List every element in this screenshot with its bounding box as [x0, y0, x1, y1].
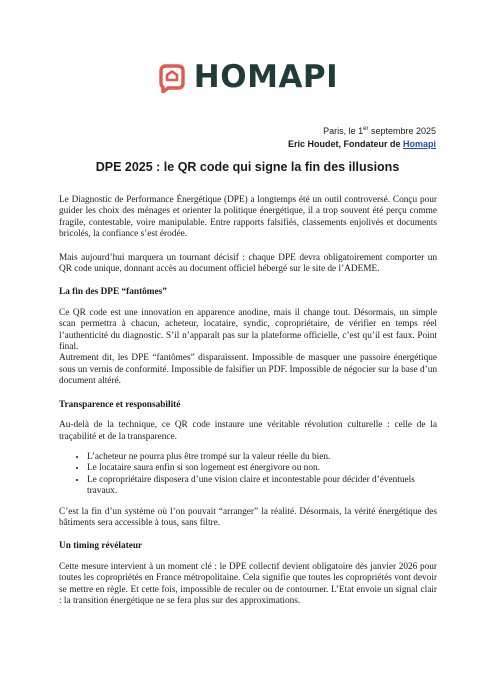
section-heading-timing: Un timing révélateur [59, 541, 143, 552]
author-name: Eric Houdet, Fondateur de [287, 139, 403, 149]
section1-paragraph-2: Autrement dit, les DPE “fantômes” disparaissent. Impossible de masquer une passoire énergétique sous un vernis de conformité. Impossible de falsifier un PDF. Impossible de négocier sur la base d’un document altéré. [59, 353, 437, 387]
section1-paragraph-1: Ce QR code est une innovation en apparence anodine, mais il change tout. Désormais, un simple scan permettra à chacun, acheteur, locataire, syndic, copropriétaire, de vérifier en temps réel l’authenticité du diagnostic. S’il n’apparaît pas sur la plateforme officielle, c’est qu’il est faux. Point final. [59, 307, 437, 353]
date-line [288, 123, 436, 138]
document-body [59, 195, 437, 607]
homapi-link[interactable]: Homapi [402, 139, 436, 149]
section-heading-transparence: Transparence et responsabilité [59, 399, 181, 410]
brand-logo [0, 59, 495, 95]
list-item: • Le locataire saura enfin si son logement est énergivore ou non. [87, 463, 437, 474]
intro-paragraph-2: Mais aujourd’hui marquera un tournant décisif : chaque DPE devra obligatoirement comporter un QR code unique, donnant accès au document officiel hébergé sur le site de l’ADEME. [59, 252, 437, 275]
intro-paragraph-1: Le Diagnostic de Performance Énergétique (DPE) a longtemps été un outil controversé. Conçu pour guider les choix des ménages et orienter la politique énergétique, il a trop souvent été perçu comme fragile, contestable, voire manipulable. Entre rapports falsifiés, classements enjolivés et documents bricolés, la confiance s’est érodée. [59, 195, 437, 240]
bullet-list [59, 452, 437, 498]
date-superscript: er [363, 126, 369, 132]
section3-paragraph-1: Cette mesure intervient à un moment clé : le DPE collectif devient obligatoire dès janvier 2026 pour toutes les copropriétés en France métropolitaine. Cela signifie que toutes les copropriétés vont devoir se mettre en règle. Et cette fois, impossible de reculer ou de contourner. L’Etat envoie un signal clair : la transition énergétique ne se fera plus sur des approximations. [59, 561, 437, 606]
list-item: • L’acheteur ne pourra plus être trompé sur la valeur réelle du bien. [87, 452, 437, 463]
section2-paragraph-2: C’est la fin d’un système où l’on pouvait “arranger” la réalité. Désormais, la vérité énergétique des bâtiments sera accessible à tous, sans filtre. [59, 506, 437, 528]
brand-name: HOMAPI [193, 59, 339, 95]
section-heading-fantomes: La fin des DPE “fantômes” [59, 287, 167, 298]
document-meta [288, 123, 436, 151]
list-item: • Le copropriétaire disposera d’une vision claire et incontestable pour décider d’éventuels travaux. [87, 475, 437, 498]
author-line [288, 138, 436, 151]
house-tag-icon [157, 63, 187, 93]
document-title: DPE 2025 : le QR code qui signe la fin des illusions [95, 160, 400, 174]
date-prefix: Paris, le 1 [323, 126, 364, 136]
section2-paragraph-1: Au-delà de la technique, ce QR code instaure une véritable révolution culturelle : celle de la traçabilité et de la transparence. [59, 420, 437, 442]
date-suffix: septembre 2025 [368, 126, 436, 136]
